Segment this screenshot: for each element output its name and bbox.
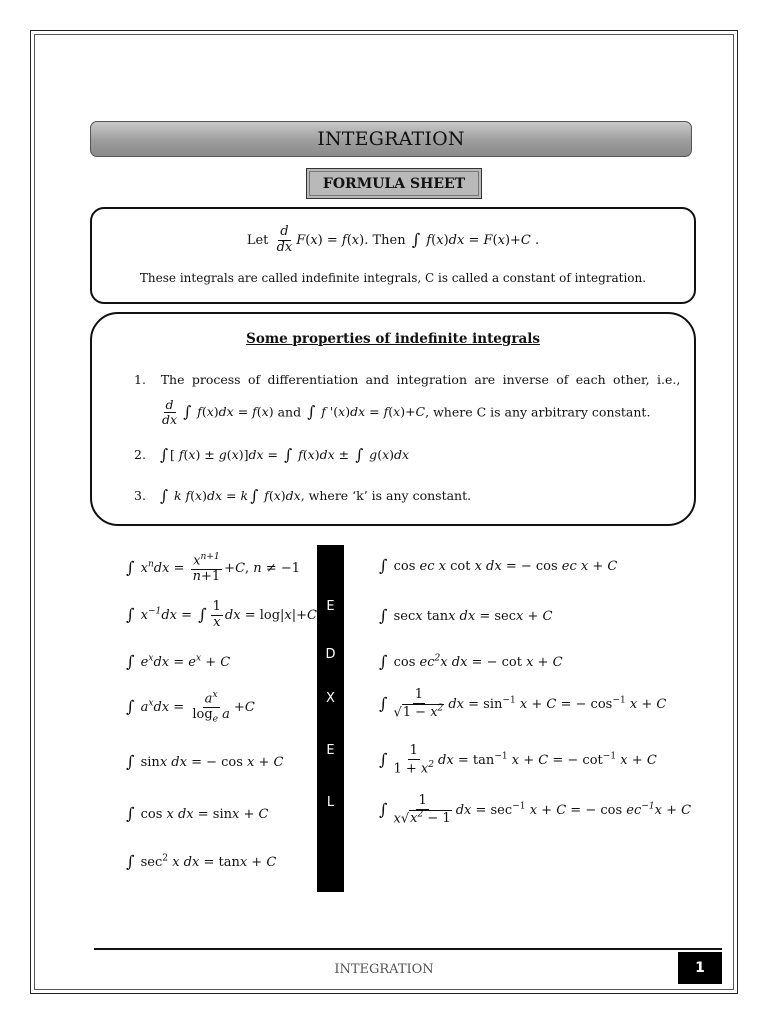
formula-secant-squared: ∫ $\sec^2 x$ dx = tanx + C [126,852,277,871]
formula-arctangent: ∫ $\frac{1}{1 + x^2}$ dx = $\tan^{-1} x + C$ = − $\cot^{-1} x + C$ [379,743,657,777]
vertical-letter: E [326,599,335,614]
formula-power-rule: ∫ $x^ndx$ = $\frac{x^{n+1}}{n+1}$ +C, n ≠ −1 [126,552,300,585]
footer-rule [94,948,722,950]
vertical-letter: X [326,691,335,706]
vertical-label-bar [317,545,344,892]
vertical-letter: E [326,743,335,758]
page-subtitle: FORMULA SHEET [306,168,482,199]
page-number: 1 [678,952,722,984]
formula-sec-tan: ∫ secx tanx dx = secx + C [379,606,553,625]
footer-title: INTEGRATION [334,962,434,977]
page-title: INTEGRATION [90,121,692,157]
let-word: Let [246,232,269,248]
formula-general-exponential: ∫ $a^xdx$ = $\frac{a^x}{\log_e a}$ +C [126,690,255,725]
formula-sine: ∫ sinx dx = − cos x + C [126,752,284,771]
vertical-letter: L [326,795,335,810]
definition-formula: Let $\frac{d}{dx}$ F(x) = f(x). Then ∫ f(x)dx = F(x)+C . [246,224,540,255]
formula-exponential: ∫ $e^xdx = e^x + C$ [126,652,231,671]
properties-heading: Some properties of indefinite integrals [246,331,540,347]
property-2: 2. ∫ [ f(x) ± g(x)]dx = ∫ f(x)dx ± ∫ g(x)dx [134,446,410,464]
definition-box [90,207,696,304]
property-3: 3. ∫ k f(x)dx = k ∫ f(x)dx, where ‘k’ is any constant. [134,487,472,505]
definition-note: These integrals are called indefinite integrals, C is called a constant of integration. [139,271,647,285]
formula-arcsecant: ∫ $\frac{1}{x√x^2 - 1}$ dx = $\sec^{-1} x + C$ = − $\cos ec^{-1}x + C$ [379,793,692,827]
formula-cosec-cot: ∫ cos ec x cot x dx = − cos ec x + C [379,556,618,575]
formula-cosine: ∫ cos x dx = sinx + C [126,804,269,823]
then-word: . Then [364,232,406,248]
formula-arcsine: ∫ $\frac{1}{√1 - x^2}$ dx = $\sin^{-1} x + C$ = − $\cos^{-1} x + C$ [379,687,667,721]
vertical-letter: D [325,647,336,662]
properties-box [90,312,696,526]
property-1-text: 1. The process of differentiation and integration are inverse of each other, i.e., [134,372,681,387]
property-1-formula: $\frac{d}{dx}$ ∫ f(x)dx = f(x) and ∫ f '(x)dx = f(x)+C, where C is any arbitrary constant. [162,397,651,428]
formula-reciprocal: ∫ $x^{-1}dx$ = ∫ $\frac{1}{x}$ dx = log|x|+C [126,599,317,630]
formula-cosec-squared: ∫ $\cos ec^2x$ dx = − cot x + C [379,652,563,671]
